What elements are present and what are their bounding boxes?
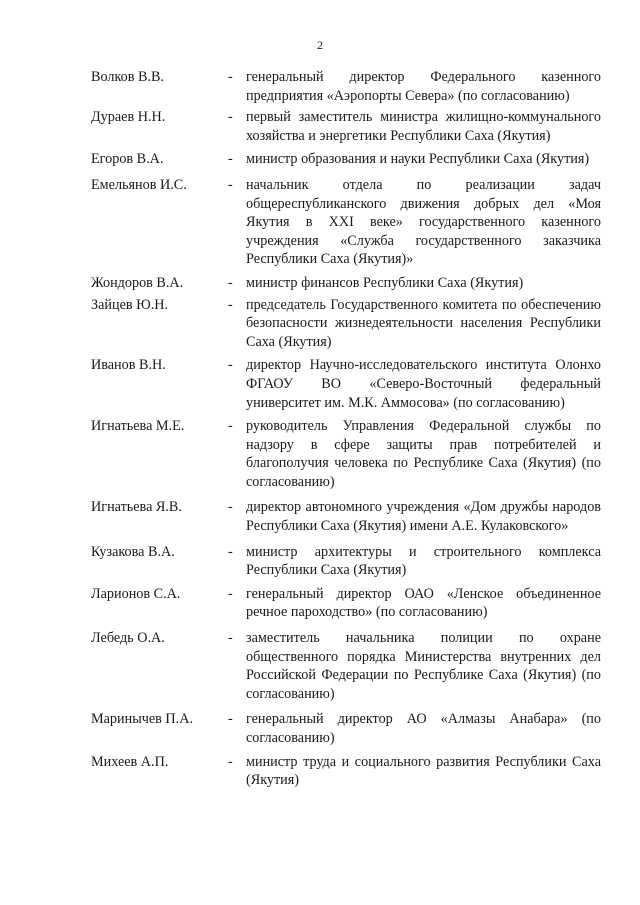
member-position: директор автономного учреждения «Дом дружбы народов Республики Саха (Якутия) имени А.Е. Кулаковского» (246, 499, 601, 535)
list-item (91, 543, 601, 580)
dash-separator: - (228, 296, 233, 313)
member-name: Михеев А.П. (91, 753, 169, 770)
dash-separator: - (228, 357, 233, 374)
member-position: министр архитектуры и строительного комплекса Республики Саха (Якутия) (246, 543, 601, 579)
list-item (91, 585, 601, 622)
member-name: Игнатьева М.Е. (91, 418, 185, 435)
list-item (91, 108, 601, 145)
member-position: министр труда и социального развития Республики Саха (Якутия) (246, 753, 601, 789)
list-item (91, 753, 601, 790)
list-item (91, 274, 601, 293)
page-number: 2 (317, 38, 323, 52)
dash-separator: - (228, 69, 233, 85)
dash-separator: - (228, 418, 233, 435)
dash-separator: - (228, 711, 233, 728)
member-name: Маринычев П.А. (91, 711, 193, 728)
list-item (91, 68, 601, 105)
dash-separator: - (228, 109, 233, 126)
member-name: Ларионов С.А. (91, 585, 181, 602)
list-item (91, 296, 601, 352)
member-name: Емельянов И.С. (91, 176, 187, 193)
dash-separator: - (228, 499, 233, 516)
member-position: генеральный директор Федерального казенного предприятия «Аэропорты Севера» (по согласованию) (246, 69, 601, 104)
member-position: генеральный директор АО «Алмазы Анабара» (по согласованию) (246, 711, 601, 746)
list-item (91, 629, 601, 703)
dash-separator: - (228, 543, 233, 560)
dash-separator: - (228, 176, 233, 193)
member-position: министр финансов Республики Саха (Якутия) (246, 274, 524, 291)
dash-separator: - (228, 753, 233, 770)
list-item (91, 176, 601, 269)
list-item (91, 417, 601, 491)
member-position: министр образования и науки Республики Саха (Якутия) (246, 151, 590, 168)
member-name: Егоров В.А. (91, 151, 164, 168)
member-name: Жондоров В.А. (91, 274, 184, 291)
member-position: начальник отдела по реализации задач общереспубликанского движения добрых дел «Моя Якутия в XXI веке» государственного казенного учреждения «Служба государственного заказчика Республики Саха (Якутия)» (246, 176, 601, 268)
dash-separator: - (228, 585, 233, 602)
list-item (91, 498, 601, 535)
member-position: директор Научно-исследовательского института Олонхо ФГАОУ ВО «Северо-Восточный федеральный университет им. М.К. Аммосова» (по согласованию) (246, 357, 601, 411)
member-name: Волков В.В. (91, 69, 164, 85)
member-list (91, 68, 601, 790)
member-name: Игнатьева Я.В. (91, 499, 182, 516)
dash-separator: - (228, 274, 233, 291)
list-item (91, 150, 601, 169)
dash-separator: - (228, 151, 233, 168)
list-item (91, 356, 601, 412)
dash-separator: - (228, 630, 233, 647)
member-name: Дураев Н.Н. (91, 109, 166, 126)
member-position: руководитель Управления Федеральной службы по надзору в сфере защиты прав потребителей и благополучия человека по Республике Саха (Якутия) (по согласованию) (246, 418, 601, 490)
member-name: Кузакова В.А. (91, 543, 175, 560)
member-name: Лебедь О.А. (91, 630, 165, 647)
list-item (91, 710, 601, 747)
member-name: Зайцев Ю.Н. (91, 296, 169, 313)
member-position: первый заместитель министра жилищно-коммунального хозяйства и энергетики Республики Саха (Якутия) (246, 109, 601, 144)
member-position: генеральный директор ОАО «Ленское объединенное речное пароходство» (по согласованию) (246, 585, 601, 621)
member-name: Иванов В.Н. (91, 357, 166, 374)
member-position: председатель Государственного комитета по обеспечению безопасности жизнедеятельности населения Республики Саха (Якутия) (246, 296, 601, 350)
member-position: заместитель начальника полиции по охране общественного порядка Министерства внутренних дел Российской Федерации по Республике Саха (Якутия) (по согласованию) (246, 630, 601, 702)
